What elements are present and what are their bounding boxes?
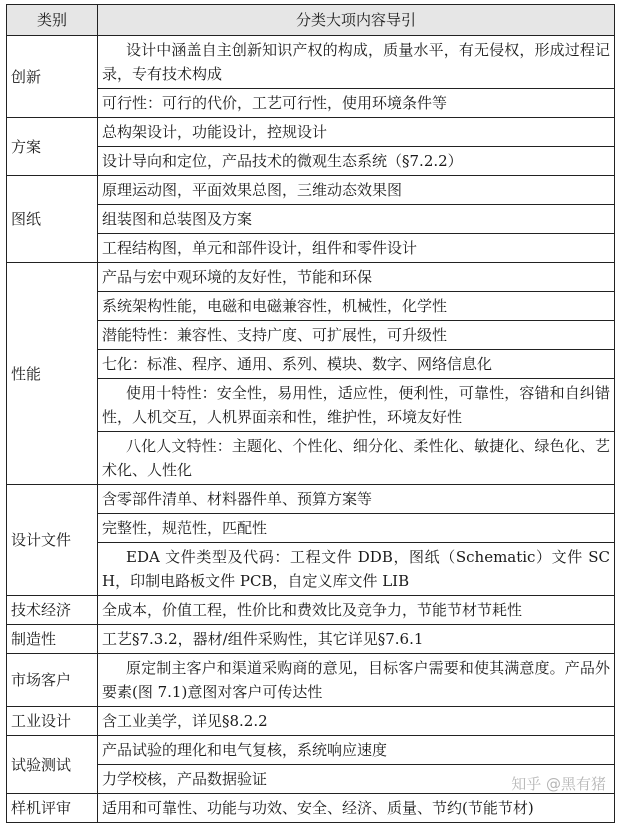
category-cell: 创新 bbox=[7, 36, 98, 118]
table-row bbox=[7, 147, 615, 176]
table-row bbox=[7, 89, 615, 118]
table-row bbox=[7, 485, 615, 514]
table-row bbox=[7, 263, 615, 292]
item-cell: 工程结构图，单元和部件设计，组件和零件设计 bbox=[98, 234, 615, 263]
table-row bbox=[7, 118, 615, 147]
table-row bbox=[7, 321, 615, 350]
item-cell: 设计导向和定位，产品技术的微观生态系统（§7.2.2） bbox=[98, 147, 615, 176]
item-cell: 系统架构性能，电磁和电磁兼容性，机械性，化学性 bbox=[98, 292, 615, 321]
header-category: 类别 bbox=[7, 5, 98, 36]
category-cell: 市场客户 bbox=[7, 654, 98, 707]
category-cell: 设计文件 bbox=[7, 485, 98, 596]
table-row bbox=[7, 654, 615, 707]
design-guide-table bbox=[6, 4, 615, 823]
table-row bbox=[7, 596, 615, 625]
item-cell: 可行性：可行的代价，工艺可行性，使用环境条件等 bbox=[98, 89, 615, 118]
category-cell: 样机评审 bbox=[7, 794, 98, 823]
table-row bbox=[7, 543, 615, 596]
item-cell: 七化：标准、程序、通用、系列、模块、数字、网络信息化 bbox=[98, 350, 615, 379]
item-cell: 八化人文特性：主题化、个性化、细分化、柔性化、敏捷化、绿色化、艺术化、人性化 bbox=[98, 432, 615, 485]
table-row bbox=[7, 432, 615, 485]
category-cell: 性能 bbox=[7, 263, 98, 485]
item-cell: EDA 文件类型及代码：工程文件 DDB，图纸（Schematic）文件 SCH，印制电路板文件 PCB，自定义库文件 LIB bbox=[98, 543, 615, 596]
item-cell: 力学校核，产品数据验证 bbox=[98, 765, 615, 794]
item-cell: 设计中涵盖自主创新知识产权的构成，质量水平，有无侵权，形成过程记录，专有技术构成 bbox=[98, 36, 615, 89]
table-row bbox=[7, 36, 615, 89]
category-cell: 图纸 bbox=[7, 176, 98, 263]
category-cell: 试验测试 bbox=[7, 736, 98, 794]
item-cell: 总构架设计，功能设计，控规设计 bbox=[98, 118, 615, 147]
category-cell: 制造性 bbox=[7, 625, 98, 654]
category-cell: 工业设计 bbox=[7, 707, 98, 736]
category-cell: 方案 bbox=[7, 118, 98, 176]
table-row bbox=[7, 707, 615, 736]
table-row bbox=[7, 379, 615, 432]
table-row bbox=[7, 176, 615, 205]
table-row bbox=[7, 625, 615, 654]
table-row bbox=[7, 205, 615, 234]
item-cell: 工艺§7.3.2，器材/组件采购性，其它详见§7.6.1 bbox=[98, 625, 615, 654]
table-row bbox=[7, 350, 615, 379]
item-cell: 含工业美学，详见§8.2.2 bbox=[98, 707, 615, 736]
item-cell: 组装图和总装图及方案 bbox=[98, 205, 615, 234]
table-header-row bbox=[7, 5, 615, 36]
item-cell: 产品试验的理化和电气复核，系统响应速度 bbox=[98, 736, 615, 765]
table-row bbox=[7, 234, 615, 263]
table-row bbox=[7, 736, 615, 765]
header-guide: 分类大项内容导引 bbox=[98, 5, 615, 36]
item-cell: 全成本，价值工程，性价比和费效比及竞争力，节能节材节耗性 bbox=[98, 596, 615, 625]
item-cell: 潜能特性：兼容性、支持广度、可扩展性，可升级性 bbox=[98, 321, 615, 350]
category-cell: 技术经济 bbox=[7, 596, 98, 625]
watermark-text: 知乎 @黑有猪 bbox=[511, 775, 606, 793]
item-cell: 原理运动图，平面效果总图，三维动态效果图 bbox=[98, 176, 615, 205]
item-cell: 使用十特性：安全性，易用性，适应性，便利性，可靠性，容错和自纠错性，人机交互，人机界面亲和性，维护性，环境友好性 bbox=[98, 379, 615, 432]
item-cell: 原定制主客户和渠道采购商的意见，目标客户需要和使其满意度。产品外要素(图 7.1)意图对客户可传达性 bbox=[98, 654, 615, 707]
table-row bbox=[7, 514, 615, 543]
item-cell: 含零部件清单、材料器件单、预算方案等 bbox=[98, 485, 615, 514]
item-cell: 产品与宏中观环境的友好性，节能和环保 bbox=[98, 263, 615, 292]
item-cell: 完整性，规范性，匹配性 bbox=[98, 514, 615, 543]
item-cell: 适用和可靠性、功能与功效、安全、经济、质量、节约(节能节材) bbox=[98, 794, 615, 823]
table-row bbox=[7, 292, 615, 321]
